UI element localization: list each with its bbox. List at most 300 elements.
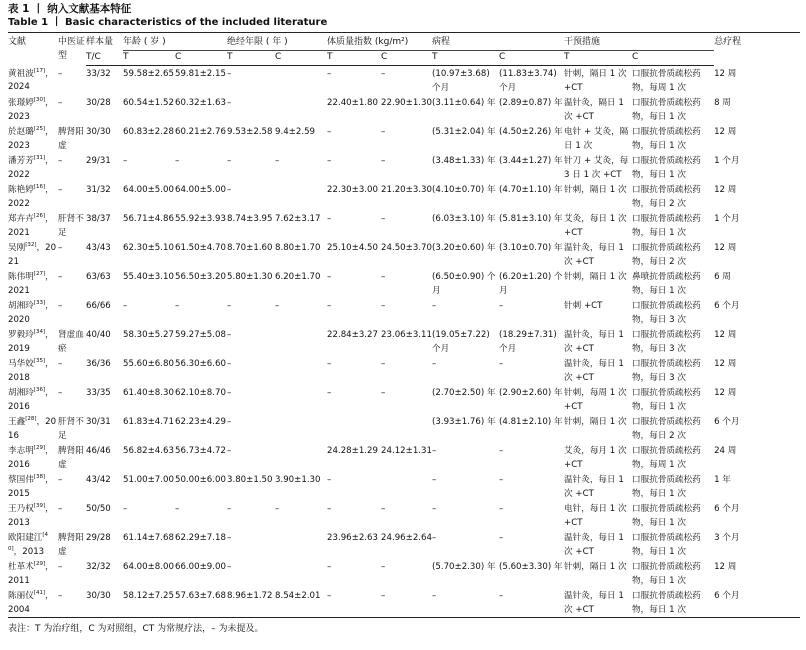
cell-age-t: 51.00±7.00 [123,475,174,485]
cell-sample-size: 30/30 [86,588,123,618]
cell-course-t: (2.70±2.50) 年 [432,388,496,398]
cell-intervention-c: 口服抗骨质疏松药物，每日 1 次 [632,388,701,412]
cell-meno-c [275,327,327,356]
table-caption-en: Table 1 丨 Basic characteristics of the included literature [8,17,328,28]
cell-bmi-c: 21.20±3.30 [381,185,432,195]
cell-course-c: – [499,359,504,369]
cell-age-c: 62.29±7.18 [175,533,226,543]
cell-bmi-t: – [327,562,332,572]
cell-age-c: 56.50±3.20 [175,272,226,282]
cell-study [8,66,58,96]
sub-header-course-t: T [432,51,499,66]
study-separator: ， [36,417,46,427]
cell-bmi-t [327,414,381,443]
cell-intervention-c: 口服抗骨质疏松药物，每日 1 次 [632,214,701,238]
cell-intervention-t: 温针灸，每日 1 次 +CT [564,588,632,618]
cell-course-t: (6.50±0.90) 个月 [432,272,496,296]
cell-total: 12 周 [714,127,737,137]
col-header-course: 病程 [432,33,564,51]
cell-bmi-t: – [327,301,332,311]
study-reference: [32] [25,242,37,249]
cell-age-c: 64.00±5.00 [175,185,226,195]
col-header-n: 样本量 [86,33,123,51]
cell-sample-size: 40/40 [86,330,111,340]
cell-syndrome: – [58,562,63,572]
cell-intervention-c: 口服抗骨质疏松药物，每日 2 次 [632,185,701,209]
cell-course-t: (3.93±1.76) 年 [432,417,496,427]
cell-bmi-t: – [327,388,332,398]
cell-intervention-t: 针刺，每周 1 次 +CT [564,388,627,412]
cell-course-t: (5.70±2.30) 年 [432,562,496,572]
cell-meno-t: – [227,388,232,398]
cell-sample-size: 29/28 [86,533,111,543]
cell-course-c: – [499,446,504,456]
sub-header-course-c: C [499,51,564,66]
cell-study [8,240,58,269]
cell-intervention-t: 针刺，隔日 1 次 [564,562,627,572]
cell-age-t: 56.71±4.86 [123,214,174,224]
cell-total: 12 周 [714,243,737,253]
sub-header-meno-c: C [275,51,327,66]
cell-bmi-c: – [381,504,386,514]
study-reference: [27] [33,271,46,278]
cell-sample-size: 30/30 [86,127,111,137]
cell-study [8,588,58,618]
cell-intervention-t: 温针灸，每日 1 次 +CT [564,330,624,354]
cell-meno-t: – [227,98,232,108]
cell-bmi-c: – [381,301,386,311]
cell-sample-size: 43/42 [86,475,111,485]
cell-bmi-c: – [381,69,386,79]
table-row [8,530,800,559]
cell-age-t: 58.12±7.25 [123,588,175,618]
col-header-syndrome: 中医证型 [58,33,86,66]
cell-age-c: 59.81±2.15 [175,69,226,79]
study-year: 2016 [8,417,57,441]
cell-age-t: 59.58±2.65 [123,69,174,79]
cell-meno-t: 8.96±1.72 [227,588,275,618]
cell-study [8,211,58,240]
cell-age-c: 55.92±3.93 [175,214,226,224]
study-separator: ， [45,475,54,485]
cell-course-c: (6.20±1.20) 个月 [499,272,563,296]
cell-intervention-t: 针刺，隔日 1 次 [564,417,627,427]
cell-age-t: 61.83±4.71 [123,417,174,427]
cell-bmi-t: – [327,588,381,618]
cell-course-t: (3.11±0.64) 年 [432,98,496,108]
table-row [8,559,800,588]
cell-intervention-t: 针刺，隔日 1 次 +CT [564,69,627,93]
cell-intervention-c: 口服抗骨质疏松药物，每周 1 次 [632,69,701,93]
cell-intervention-t: 电针 + 艾灸，隔日 1 次 [564,127,629,151]
study-year: 2013 [8,517,30,528]
study-author: 潘芳芳 [8,156,34,166]
cell-bmi-c [381,472,432,501]
table-caption-cn: 表 1 丨 纳入文献基本特征 [8,3,132,15]
cell-age-t: 55.40±3.10 [123,272,174,282]
study-author: 吴刚 [8,243,26,253]
cell-syndrome: – [58,243,63,253]
table-row [8,124,800,153]
cell-sample-size: 43/43 [86,243,111,253]
cell-meno-t: – [227,330,232,340]
cell-total: 6 个月 [714,588,800,618]
cell-meno-t: – [227,69,232,79]
study-author: 张璟婷 [8,98,34,108]
study-separator: ， [45,359,54,369]
cell-age-t: 60.83±2.28 [123,127,174,137]
cell-bmi-c: – [381,562,386,572]
cell-age-c: 61.50±4.70 [175,243,226,253]
cell-syndrome: – [58,301,63,311]
cell-total: 12 周 [714,359,737,369]
sub-header-meno-t: T [227,51,275,66]
cell-age-c: 59.27±5.08 [175,330,226,340]
cell-syndrome: – [58,98,63,108]
cell-total: 1 个月 [714,156,740,166]
study-separator: ， [45,591,54,601]
cell-bmi-c: 22.90±1.30 [381,98,432,108]
cell-intervention-c: 口服抗骨质疏松药物，每日 1 次 [632,127,701,151]
col-header-intervention: 干预措施 [564,33,714,51]
table-row [8,240,800,269]
cell-age-t: – [123,301,128,311]
cell-bmi-t: – [327,504,332,514]
cell-course-t: (19.05±7.22) 个月 [432,330,490,354]
study-year: 2019 [8,343,30,354]
cell-total: 12 周 [714,388,737,398]
cell-intervention-c: 鼻喷抗骨质疏松药物，每日 1 次 [632,272,701,296]
cell-age-c: – [175,301,180,311]
table-row [8,501,800,530]
cell-age-c: – [175,504,180,514]
cell-bmi-t: 23.96±2.63 [327,533,378,543]
study-separator: ， [45,127,54,137]
cell-age-t: 61.40±8.30 [123,388,174,398]
study-reference: [28] [25,416,37,423]
study-separator: ， [45,98,54,108]
cell-meno-t: 3.80±1.50 [227,475,273,485]
cell-total: 6 周 [714,272,731,282]
cell-meno-t: – [227,533,232,543]
sub-header-int-t: T [564,51,632,66]
study-year: 2023 [8,140,30,151]
study-year: 2020 [8,314,30,325]
table-row [8,66,800,96]
cell-study [8,124,58,153]
study-author: 王乃权 [8,504,34,514]
cell-meno-c [275,559,327,588]
cell-course-c: – [499,301,504,311]
study-author: 蔡国伟 [8,475,34,485]
cell-intervention-c: 口服抗骨质疏松药物，每日 1 次 [632,98,701,122]
study-year: 2015 [8,488,30,499]
cell-syndrome: – [58,475,63,485]
cell-intervention-t: 艾灸，每月 1 次 +CT [564,446,627,470]
cell-age-t: – [123,504,128,514]
cell-meno-c [275,182,327,211]
cell-age-t: 61.14±7.68 [123,533,174,543]
study-reference: [16] [33,184,46,191]
cell-bmi-t: – [327,69,332,79]
table-body [8,66,800,618]
cell-intervention-c: 口服抗骨质疏松药物，每日 1 次 [632,533,701,557]
study-reference: [29] [33,561,46,568]
study-author: 黄祖波 [8,68,34,79]
cell-intervention-t: 电针，每日 1 次 +CT [564,504,627,528]
cell-meno-c [275,95,327,124]
sub-header-n: T/C [86,51,123,66]
study-year: 2024 [8,82,30,92]
cell-bmi-t: – [327,214,332,224]
cell-bmi-t: 22.40±1.80 [327,98,378,108]
cell-age-c: 60.21±2.76 [175,127,226,137]
cell-bmi-c: – [381,359,386,369]
cell-meno-t: 8.70±1.60 [227,243,273,253]
cell-sample-size: 30/31 [86,417,111,427]
cell-course-c: (4.70±1.10) 年 [499,185,563,195]
cell-intervention-c: 口服抗骨质疏松药物，每日 1 次 [632,562,701,586]
cell-bmi-c: – [381,214,386,224]
cell-course-t: (4.10±0.70) 年 [432,185,496,195]
characteristics-table [8,32,800,618]
cell-meno-t: – [227,185,232,195]
cell-meno-t: – [227,359,232,369]
study-author: 陈艳婷 [8,185,34,195]
cell-intervention-t: 针刺，隔日 1 次 [564,272,627,282]
study-reference: [29] [33,445,46,452]
table-row [8,298,800,327]
table-row [8,588,800,618]
cell-study [8,443,58,472]
sub-header-int-c: C [632,51,714,66]
study-reference: [39] [33,503,46,510]
study-year: 2021 [8,227,30,238]
study-year: 2023 [8,111,30,122]
cell-bmi-c: – [381,127,386,137]
cell-course-c: (4.50±2.26) 年 [499,127,563,137]
cell-intervention-t: 温针灸，每日 1 次 +CT [564,243,624,267]
cell-bmi-c [381,414,432,443]
cell-study [8,182,58,211]
study-author: 欧阳建江 [8,533,43,543]
study-author: 於赵璐 [8,127,34,137]
study-author: 王鑫 [8,417,26,427]
cell-age-t: 62.30±5.10 [123,243,174,253]
cell-study [8,153,58,182]
study-author: 李志明 [8,446,34,456]
cell-sample-size: 29/31 [86,156,111,166]
study-author: 陈伟明 [8,272,34,282]
cell-sample-size: 46/46 [86,446,111,456]
cell-intervention-c: 口服抗骨质疏松药物，每日 1 次 [632,588,714,618]
study-author: 马华姣 [8,359,34,369]
cell-bmi-c: – [381,588,432,618]
study-author: 杜革术 [8,562,34,572]
cell-course-t: (3.48±1.33) 年 [432,156,496,166]
cell-bmi-t: 22.84±3.27 [327,330,378,340]
cell-sample-size: 33/32 [86,69,111,79]
table-row [8,182,800,211]
cell-meno-c [275,414,327,443]
cell-bmi-t: – [327,127,332,137]
cell-total: 1 年 [714,475,731,485]
cell-sample-size: 50/50 [86,504,111,514]
cell-sample-size: 30/28 [86,98,111,108]
cell-course-c: – [499,504,504,514]
cell-total: 24 周 [714,446,737,456]
cell-bmi-t: – [327,272,332,282]
study-year: 2016 [8,401,30,412]
cell-course-c: (5.60±3.30) 年 [499,562,563,572]
table-row [8,269,800,298]
cell-syndrome: 肝肾不足 [58,214,84,238]
cell-total: 8 周 [714,98,731,108]
cell-course-t: (10.97±3.68) 个月 [432,69,490,93]
cell-age-c: 57.63±7.68 [175,588,227,618]
study-author: 胡湘玲 [8,388,34,398]
cell-bmi-t: 24.28±1.29 [327,446,378,456]
study-year: 2004 [8,604,30,615]
cell-meno-c: – [275,156,280,166]
col-header-study: 文献 [8,33,58,66]
cell-total: 6 个月 [714,417,740,427]
cell-total: 12 周 [714,330,737,340]
cell-intervention-t: 针刺 +CT [564,301,603,311]
cell-meno-c [275,530,327,559]
cell-age-c: – [175,156,180,166]
table-row [8,443,800,472]
cell-intervention-t: 温针灸，每日 1 次 +CT [564,359,624,383]
cell-meno-c: 8.80±1.70 [275,243,321,253]
cell-study [8,472,58,501]
cell-total: 6 个月 [714,301,740,311]
study-year: 2018 [8,372,30,383]
cell-course-c: (18.29±7.31) 个月 [499,330,557,354]
study-reference: [40] [8,532,49,552]
cell-bmi-c: – [381,156,386,166]
cell-meno-c: 3.90±1.30 [275,475,321,485]
study-author: 郑卉卉 [8,214,34,224]
cell-meno-t: 5.80±1.30 [227,272,273,282]
study-separator: ， [45,185,54,195]
cell-study [8,327,58,356]
study-reference: [33] [33,300,46,307]
table-note: 表注：T 为治疗组，C 为对照组，CT 为常规疗法，– 为未提及。 [8,624,264,634]
cell-total: 12 周 [714,185,737,195]
table-row [8,95,800,124]
cell-course-c: (2.90±2.60) 年 [499,388,563,398]
col-header-total: 总疗程 [714,33,800,66]
study-reference: [17] [33,67,46,74]
cell-meno-c: 6.20±1.70 [275,272,321,282]
cell-bmi-c: 24.50±3.70 [381,243,432,253]
cell-meno-c [275,385,327,414]
cell-age-t: – [123,156,128,166]
sub-header-age-t: T [123,51,175,66]
cell-total: 3 个月 [714,533,740,543]
cell-study [8,530,58,559]
cell-age-t: 55.60±6.80 [123,359,174,369]
cell-study [8,269,58,298]
study-reference: [35] [33,358,46,365]
cell-course-t: – [432,533,437,543]
cell-syndrome: 脾肾阳虚 [58,127,84,151]
cell-meno-c: 8.54±2.01 [275,588,327,618]
study-author: 胡湘玲 [8,301,34,311]
cell-sample-size: 66/66 [86,301,111,311]
cell-bmi-c: – [381,388,386,398]
study-year: 2011 [8,575,30,586]
table-row [8,356,800,385]
cell-study [8,414,58,443]
cell-syndrome: – [58,185,63,195]
cell-age-t: 64.00±8.00 [123,562,174,572]
cell-intervention-c: 口服抗骨质疏松药物，每日 2 次 [632,243,701,267]
cell-intervention-t: 艾灸，每日 1 次 +CT [564,214,627,238]
cell-meno-c: – [275,301,280,311]
study-year: 2021 [8,285,30,296]
cell-course-t: – [432,475,437,485]
cell-age-c: 56.73±4.72 [175,446,226,456]
cell-course-t: (6.03±3.10) 年 [432,214,496,224]
study-reference: [30] [33,97,46,104]
cell-age-c: 62.10±8.70 [175,388,226,398]
cell-course-t: – [432,359,437,369]
study-year: 2016 [8,459,30,470]
cell-total: 1 个月 [714,214,740,224]
cell-course-c: – [499,588,564,618]
cell-intervention-c: 口服抗骨质疏松药物，每日 1 次 [632,156,701,180]
cell-syndrome: – [58,68,63,79]
study-reference: [38] [33,474,46,481]
study-reference: [36] [33,387,46,394]
table-row [8,414,800,443]
cell-meno-t: – [227,562,232,572]
study-separator: ， [45,562,54,572]
cell-syndrome: – [58,588,86,618]
cell-age-t: 56.82±4.63 [123,446,174,456]
sub-header-age-c: C [175,51,227,66]
cell-age-c: 60.32±1.63 [175,98,226,108]
study-separator: ， [13,546,23,557]
study-reference: [41] [33,590,46,597]
table-row [8,327,800,356]
cell-study [8,501,58,530]
cell-meno-c [275,356,327,385]
cell-age-c: 50.00±6.00 [175,475,226,485]
study-separator: ， [45,504,54,514]
cell-syndrome: – [58,359,63,369]
cell-age-c: 56.30±6.60 [175,359,226,369]
cell-bmi-c: 24.12±1.31 [381,446,432,456]
cell-intervention-c: 口服抗骨质疏松药物，每日 3 次 [632,330,701,354]
study-author: 罗毅玲 [8,330,34,340]
cell-study [8,95,58,124]
cell-meno-t: – [227,446,232,456]
cell-intervention-t: 温针灸，每日 1 次 +CT [564,533,624,557]
cell-study [8,356,58,385]
cell-study [8,298,58,327]
cell-sample-size: 36/36 [86,359,111,369]
study-separator: ， [45,330,54,340]
cell-intervention-c: 口服抗骨质疏松药物，每日 3 次 [632,359,701,383]
study-separator: ， [45,446,54,456]
cell-bmi-c: 24.96±2.64 [381,533,432,543]
cell-intervention-c: 口服抗骨质疏松药物，每日 1 次 [632,504,701,528]
cell-syndrome: – [58,156,63,166]
cell-syndrome: 脾肾阳虚 [58,533,84,557]
